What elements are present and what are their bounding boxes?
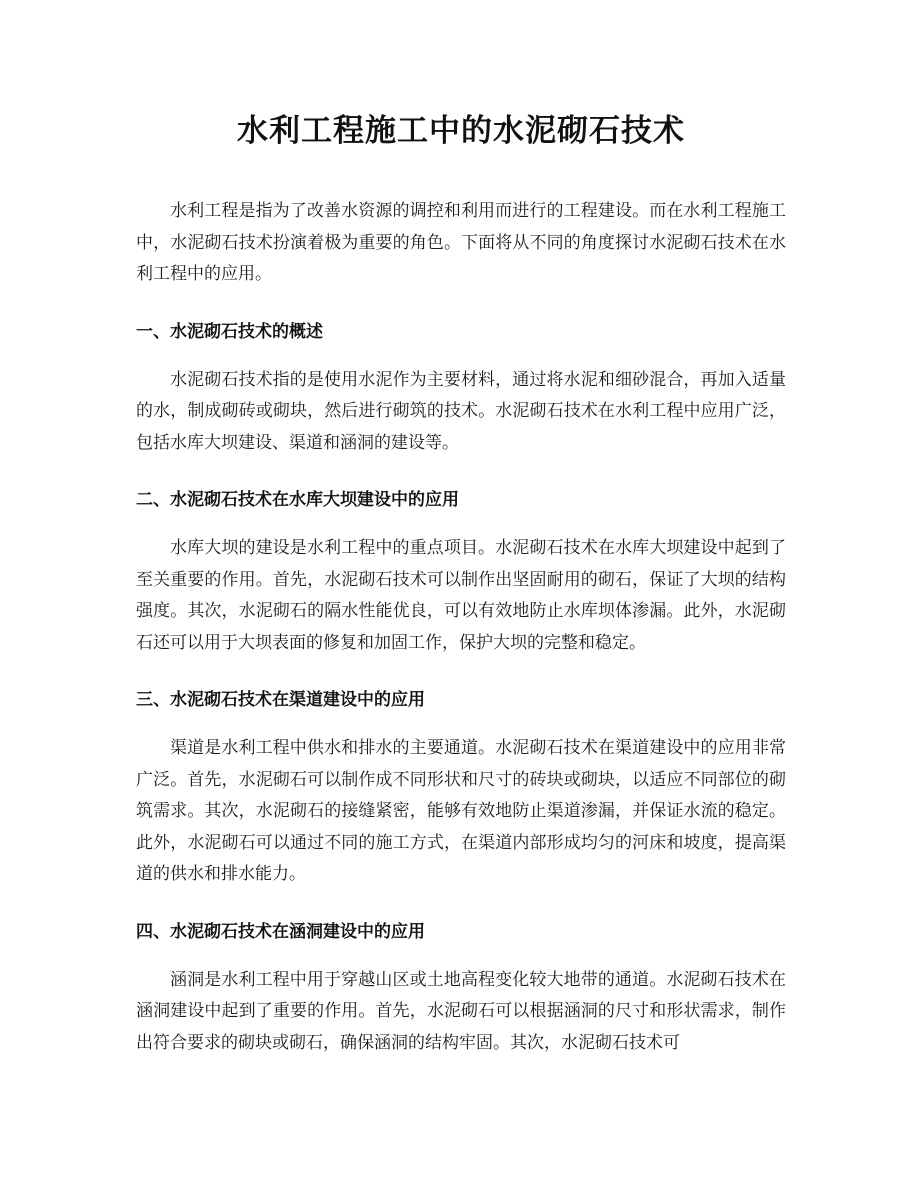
intro-paragraph: 水利工程是指为了改善水资源的调控和利用而进行的工程建设。而在水利工程施工中，水泥砌石技术扮演着极为重要的角色。下面将从不同的角度探讨水泥砌石技术在水利工程中的应用。 — [136, 201, 786, 284]
section-heading: 一、水泥砌石技术的概述 — [136, 321, 323, 342]
section-heading: 二、水泥砌石技术在水库大坝建设中的应用 — [136, 490, 459, 510]
page-title: 水利工程施工中的水泥砌石技术 — [237, 113, 685, 149]
section-culvert — [136, 918, 786, 1060]
document-body — [136, 108, 786, 1059]
section-channel — [136, 686, 786, 891]
section-heading: 三、水泥砌石技术在渠道建设中的应用 — [136, 690, 425, 710]
section-paragraph: 涵洞是水利工程中用于穿越山区或土地高程变化较大地带的通道。水泥砌石技术在涵洞建设中起到了重要的作用。首先，水泥砌石可以根据涵洞的尺寸和形状需求，制作出符合要求的砌块或砌石，确保涵洞的结构牢固。其次，水泥砌石技术可 — [136, 969, 786, 1053]
section-heading: 四、水泥砌石技术在涵洞建设中的应用 — [136, 921, 425, 942]
section-reservoir-dam — [136, 486, 786, 659]
section-paragraph: 水泥砌石技术指的是使用水泥作为主要材料，通过将水泥和细砂混合，再加入适量的水，制成砌砖或砌块，然后进行砌筑的技术。水泥砌石技术在水利工程中应用广泛，包括水库大坝建设、渠道和涵洞的建设等。 — [136, 369, 786, 453]
section-paragraph: 水库大坝的建设是水利工程中的重点项目。水泥砌石技术在水库大坝建设中起到了至关重要的作用。首先，水泥砌石技术可以制作出坚固耐用的砌石，保证了大坝的结构强度。其次，水泥砌石的隔水性能优良，可以有效地防止水库坝体渗漏。此外，水泥砌石还可以用于大坝表面的修复和加固工作，保护大坝的完整和稳定。 — [136, 538, 786, 653]
section-paragraph: 渠道是水利工程中供水和排水的主要通道。水泥砌石技术在渠道建设中的应用非常广泛。首先，水泥砌石可以制作成不同形状和尺寸的砖块或砌块，以适应不同部位的砌筑需求。其次，水泥砌石的接缝紧密，能够有效地防止渠道渗漏，并保证水流的稳定。此外，水泥砌石可以通过不同的施工方式，在渠道内部形成均匀的河床和坡度，提高渠道的供水和排水能力。 — [136, 738, 786, 884]
section-overview — [136, 318, 786, 460]
